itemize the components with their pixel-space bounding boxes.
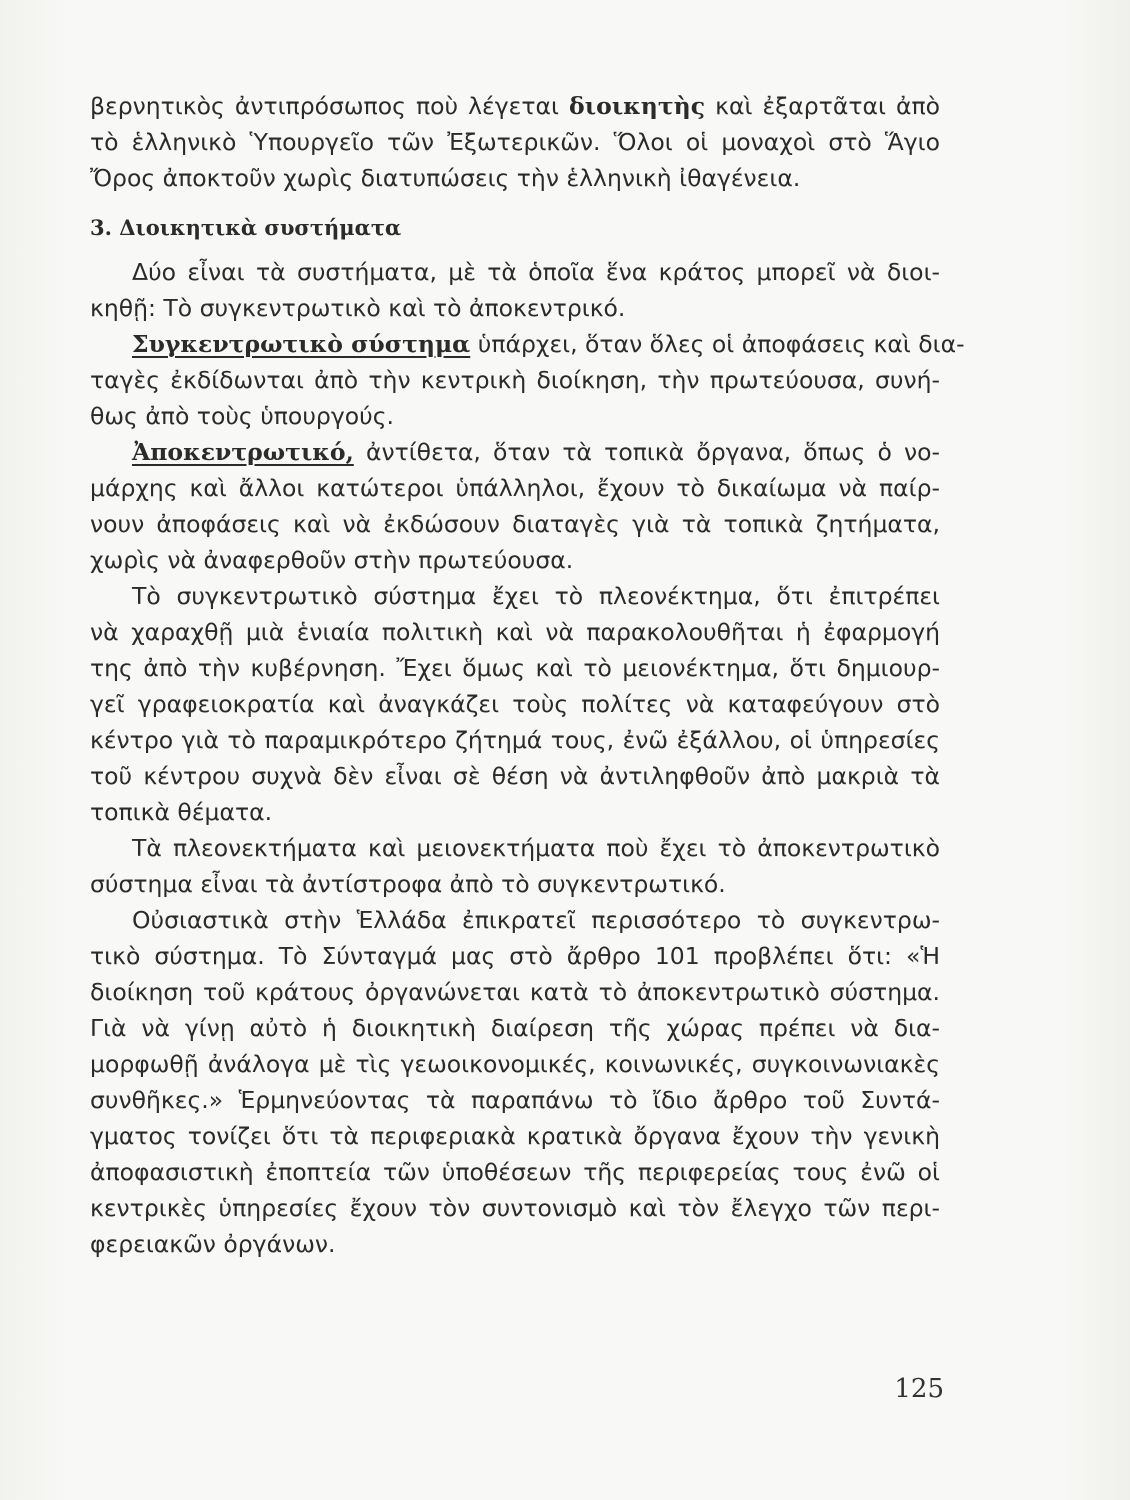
text-line: Συγκεντρωτικὸ σύστημα ὑπάρχει, ὅταν ὅλες οἱ ἀποφάσεις καὶ δια- (132, 330, 965, 358)
text-line: διοίκηση τοῦ κράτους ὀργανώνεται κατὰ τὸ ἀποκεντρωτικὸ σύστημα. (90, 978, 940, 1006)
body-text (90, 88, 965, 1262)
text-line: σύστημα εἶναι τὰ ἀντίστροφα ἀπὸ τὸ συγκεντρωτικό. (90, 870, 726, 898)
text-line: τοῦ κέντρου συχνὰ δὲν εἶναι σὲ θέση νὰ ἀντιληφθοῦν ἀπὸ μακριὰ τὰ (90, 762, 940, 790)
text-line: τὸ ἑλληνικὸ Ὑπουργεῖο τῶν Ἐξωτερικῶν. Ὅλοι οἱ μοναχοὶ στὸ Ἅγιο (90, 128, 940, 156)
text-line: νὰ χαραχθῇ μιὰ ἑνιαία πολιτικὴ καὶ νὰ παρακολουθῆται ἡ ἐφαρμογή (90, 618, 940, 646)
text-line: της ἀπὸ τὴν κυβέρνηση. Ἔχει ὅμως καὶ τὸ μειονέκτημα, ὅτι δημιουρ- (90, 654, 940, 682)
section-heading: 3. Διοικητικὰ συστήματα (90, 215, 402, 240)
underlined-term: Συγκεντρωτικὸ σύστημα (132, 330, 471, 358)
text-line: θως ἀπὸ τοὺς ὑπουργούς. (90, 402, 394, 430)
text-line: Τὸ συγκεντρωτικὸ σύστημα ἔχει τὸ πλεονέκτημα, ὅτι ἐπιτρέπει (132, 582, 940, 610)
underlined-term: Ἀποκεντρωτικό, (132, 438, 354, 466)
text-line: Δύο εἶναι τὰ συστήματα, μὲ τὰ ὁποῖα ἕνα κράτος μπορεῖ νὰ διοι- (132, 258, 940, 286)
paragraph (90, 434, 940, 578)
paragraph (90, 902, 940, 1262)
text-line: νουν ἀποφάσεις καὶ νὰ ἐκδώσουν διαταγὲς γιὰ τὰ τοπικὰ ζητήματα, (90, 510, 940, 538)
paragraph (90, 88, 940, 196)
text-line: γεῖ γραφειοκρατία καὶ ἀναγκάζει τοὺς πολίτες νὰ καταφεύγουν στὸ (90, 690, 940, 718)
paragraph (90, 326, 965, 434)
text-line: χωρὶς νὰ ἀναφερθοῦν στὴν πρωτεύουσα. (90, 546, 574, 574)
paragraph (90, 578, 940, 830)
text-line: ταγὲς ἐκδίδωνται ἀπὸ τὴν κεντρικὴ διοίκηση, τὴν πρωτεύουσα, συνή- (90, 366, 940, 394)
text-line: ἀποφασιστικὴ ἐποπτεία τῶν ὑποθέσεων τῆς περιφερείας τους ἐνῶ οἱ (90, 1158, 940, 1186)
paragraph (90, 830, 940, 902)
text-line: μορφωθῇ ἀνάλογα μὲ τὶς γεωοικονομικές, κοινωνικές, συγκοινωνιακὲς (90, 1050, 940, 1078)
text-line: κηθῇ: Τὸ συγκεντρωτικὸ καὶ τὸ ἀποκεντρικό. (90, 294, 626, 322)
text-line: βερνητικὸς ἀντιπρόσωπος ποὺ λέγεται διοικητὴς καὶ ἐξαρτᾶται ἀπὸ (90, 92, 940, 120)
text-line: Τὰ πλεονεκτήματα καὶ μειονεκτήματα ποὺ ἔχει τὸ ἀποκεντρωτικὸ (132, 834, 940, 862)
text-line: Ὄρος ἀποκτοῦν χωρὶς διατυπώσεις τὴν ἑλληνικὴ ἰθαγένεια. (90, 164, 801, 192)
paragraph (90, 254, 940, 326)
text-line: Ἀποκεντρωτικό, ἀντίθετα, ὅταν τὰ τοπικὰ ὄργανα, ὅπως ὁ νο- (132, 438, 940, 466)
text-line: συνθῆκες.» Ἑρμηνεύοντας τὰ παραπάνω τὸ ἴδιο ἄρθρο τοῦ Συντά- (90, 1086, 940, 1114)
page-number: 125 (894, 1374, 944, 1404)
bold-term: διοικητὴς (569, 92, 706, 120)
text-line: γματος τονίζει ὅτι τὰ περιφεριακὰ κρατικὰ ὄργανα ἔχουν τὴν γενικὴ (90, 1122, 940, 1150)
text-line: Οὐσιαστικὰ στὴν Ἑλλάδα ἐπικρατεῖ περισσότερο τὸ συγκεντρω- (132, 906, 940, 934)
text-line: τοπικὰ θέματα. (90, 798, 273, 826)
text-line: φερειακῶν ὀργάνων. (90, 1230, 336, 1258)
text-line: κέντρο γιὰ τὸ παραμικρότερο ζήτημά τους, ἐνῶ ἐξάλλου, οἱ ὑπηρεσίες (90, 726, 940, 754)
text-line: Γιὰ νὰ γίνῃ αὐτὸ ἡ διοικητικὴ διαίρεση τῆς χώρας πρέπει νὰ δια- (90, 1014, 940, 1042)
text-line: μάρχης καὶ ἄλλοι κατώτεροι ὑπάλληλοι, ἔχουν τὸ δικαίωμα νὰ παίρ- (90, 474, 940, 502)
text-line: τικὸ σύστημα. Τὸ Σύνταγμά μας στὸ ἄρθρο 101 προβλέπει ὅτι: «Ἡ (90, 942, 940, 970)
text-line: κεντρικὲς ὑπηρεσίες ἔχουν τὸν συντονισμὸ καὶ τὸν ἔλεγχο τῶν περι- (90, 1194, 940, 1222)
